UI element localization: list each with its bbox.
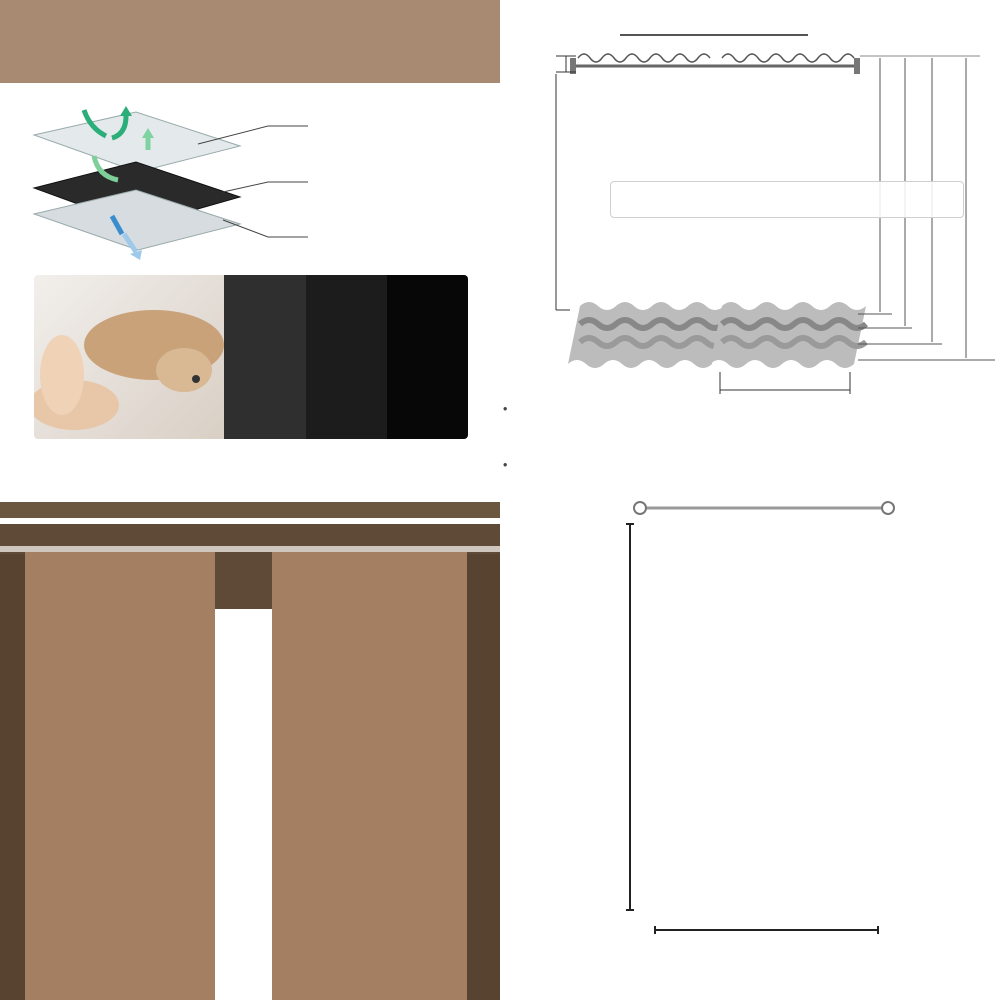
shade-85 <box>306 275 387 439</box>
shade-80 <box>224 275 306 439</box>
hem-left <box>568 302 724 368</box>
pergola-curtains-photo <box>0 498 500 1000</box>
length-instructions: • <box>503 402 508 416</box>
shade-90 <box>387 275 468 439</box>
curtain-left <box>25 548 215 1000</box>
width-instructions: • <box>503 458 508 472</box>
before-photo <box>34 275 224 439</box>
measure-diagram <box>540 44 1000 400</box>
curtain-right <box>272 548 467 1000</box>
panel-size-diagram <box>600 496 900 946</box>
panels-included-badge <box>610 181 964 218</box>
hem-right <box>710 302 866 368</box>
title-underline <box>620 34 808 36</box>
sleeping-dog-image <box>34 275 224 439</box>
before-after-comparison <box>34 275 468 439</box>
promo-banner <box>0 0 500 83</box>
fabric-layers-illustration <box>28 100 308 260</box>
post-right <box>466 554 500 1000</box>
